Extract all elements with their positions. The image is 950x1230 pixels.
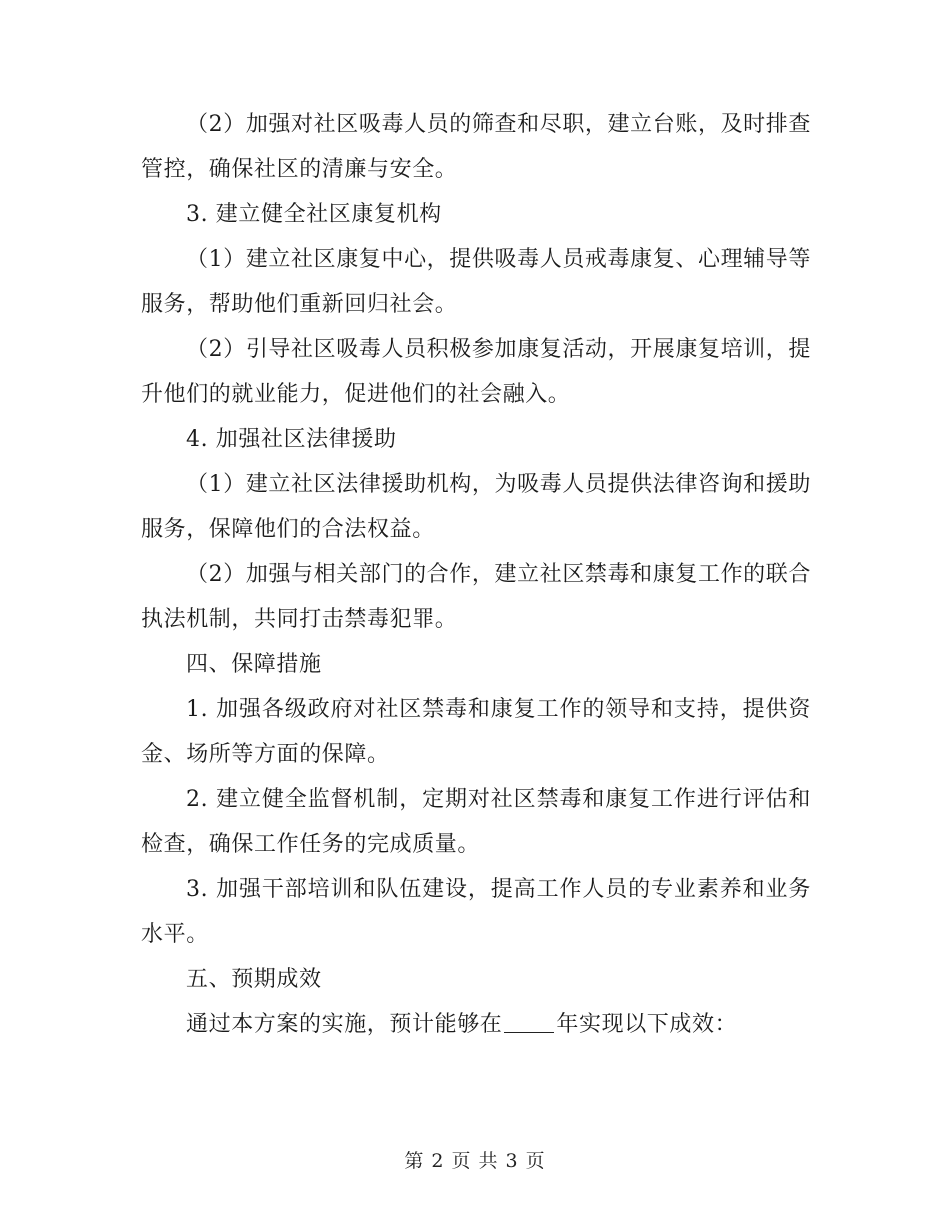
paragraph-expected-intro [141, 1002, 811, 1047]
paragraph-joint-enforcement: （2）加强与相关部门的合作，建立社区禁毒和康复工作的联合执法机制，共同打击禁毒犯罪。 [141, 562, 811, 632]
heading-legal-aid: 4. 加强社区法律援助 [186, 427, 397, 452]
expected-intro-after: 年实现以下成效： [556, 1012, 738, 1037]
paragraph-rehab-activities: （2）引导社区吸毒人员积极参加康复活动，开展康复培训，提升他们的就业能力，促进他们的社会融入。 [141, 337, 811, 407]
paragraph-screening: （2）加强对社区吸毒人员的筛查和尽职，建立台账，及时排查管控，确保社区的清廉与安全。 [141, 112, 811, 182]
page-footer: 第 2 页 共 3 页 [404, 1150, 546, 1172]
paragraph-government-support: 1. 加强各级政府对社区禁毒和康复工作的领导和支持，提供资金、场所等方面的保障。 [141, 697, 811, 767]
document-body [141, 102, 811, 1047]
expected-intro-before: 通过本方案的实施，预计能够在 [186, 1012, 503, 1037]
year-blank [504, 1012, 554, 1033]
paragraph-training: 3. 加强干部培训和队伍建设，提高工作人员的专业素养和业务水平。 [141, 877, 811, 947]
heading-safeguards: 四、保障措施 [186, 652, 322, 677]
paragraph-rehab-center: （1）建立社区康复中心，提供吸毒人员戒毒康复、心理辅导等服务，帮助他们重新回归社会。 [141, 247, 811, 317]
paragraph-legal-aid-institution: （1）建立社区法律援助机构，为吸毒人员提供法律咨询和援助服务，保障他们的合法权益。 [141, 472, 811, 542]
heading-expected-results: 五、预期成效 [186, 967, 322, 992]
heading-rehab-institutions: 3. 建立健全社区康复机构 [186, 202, 442, 227]
paragraph-supervision: 2. 建立健全监督机制，定期对社区禁毒和康复工作进行评估和检查，确保工作任务的完成质量。 [141, 787, 811, 857]
